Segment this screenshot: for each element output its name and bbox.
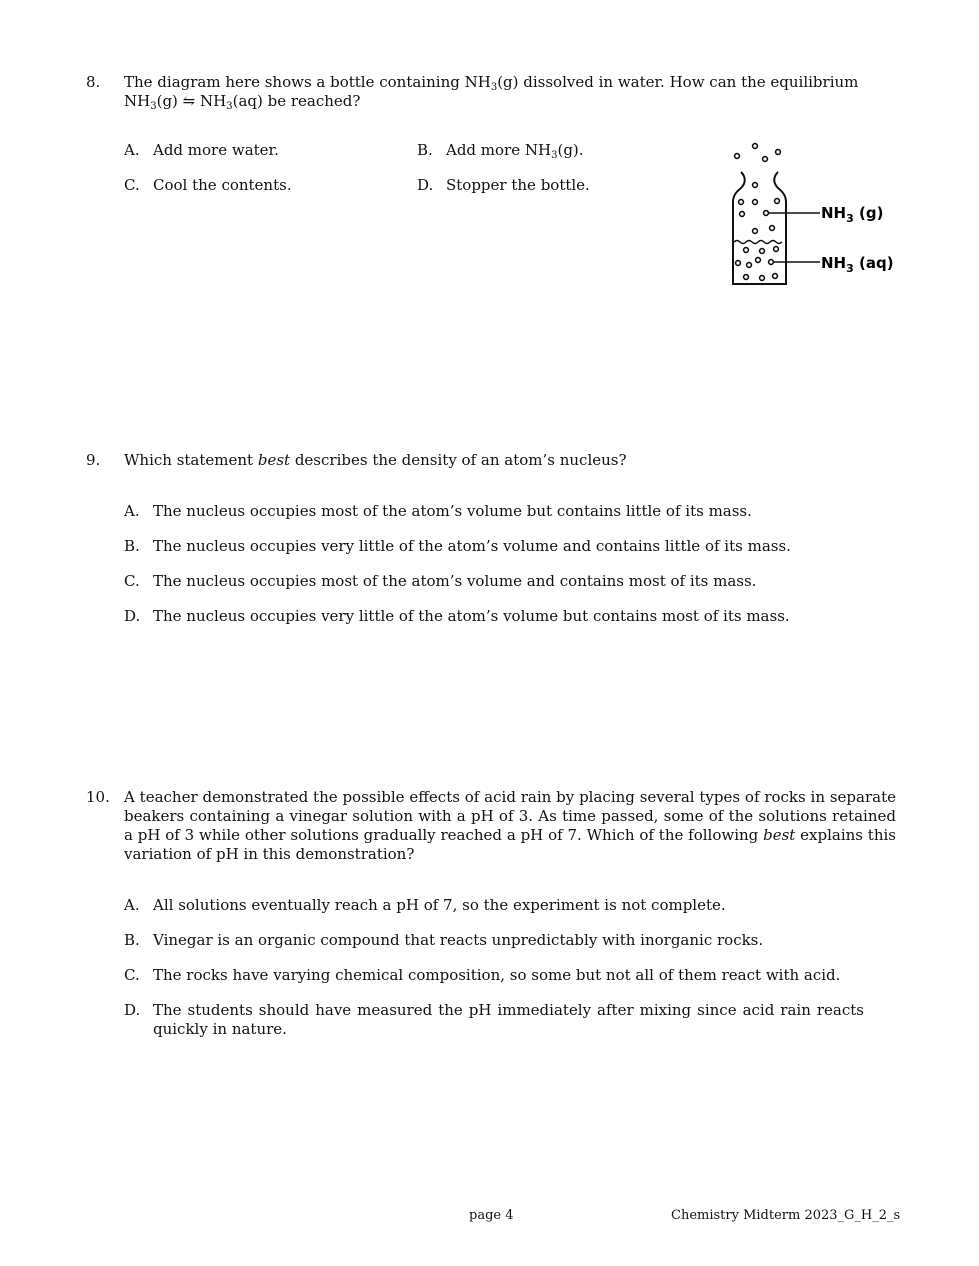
option-b[interactable] (124, 931, 864, 950)
dissolved-molecules (736, 247, 779, 281)
option-text: Add more $NH_3(g)$. (446, 141, 584, 161)
option-a[interactable] (124, 896, 864, 915)
option-letter: A. (124, 896, 140, 914)
option-letter: D. (124, 1001, 141, 1019)
water-surface (734, 241, 782, 244)
option-letter: A. (124, 502, 140, 520)
option-c[interactable] (124, 966, 864, 985)
option-text: The rocks have varying chemical composition, so some but not all of them react with acid. (153, 966, 841, 984)
option-letter: B. (124, 931, 140, 949)
option-text: The nucleus occupies very little of the atom’s volume but contains most of its mass. (153, 607, 790, 625)
option-letter: B. (124, 537, 140, 555)
option-text: The nucleus occupies very little of the atom’s volume and contains little of its mass. (153, 537, 791, 555)
option-b[interactable] (417, 141, 677, 160)
document-id: Chemistry Midterm 2023_G_H_2_s (671, 1208, 901, 1223)
question-stem: Which statement best describes the density of an atom’s nucleus? (124, 451, 627, 469)
gas-molecules-above (735, 144, 781, 162)
question-number: 10. (86, 788, 110, 806)
question-number: 8. (86, 73, 101, 91)
option-c[interactable] (124, 572, 864, 591)
option-letter: C. (124, 572, 140, 590)
option-d[interactable] (124, 1001, 864, 1039)
option-a[interactable] (124, 502, 864, 521)
question-8 (86, 73, 896, 111)
option-text: The nucleus occupies most of the atom’s volume and contains most of its mass. (153, 572, 757, 590)
option-text: The nucleus occupies most of the atom’s volume but contains little of its mass. (153, 502, 752, 520)
option-text: Vinegar is an organic compound that reacts unpredictably with inorganic rocks. (153, 931, 764, 949)
gas-molecules-inside (739, 183, 780, 234)
option-c[interactable] (124, 176, 384, 195)
option-d[interactable] (124, 607, 864, 626)
bottle-outline (733, 172, 786, 284)
option-a[interactable] (124, 141, 384, 160)
question-stem: The diagram here shows a bottle containing $NH_3(g)$ dissolved in water. How can the equilibrium $NH_3(g)$ ⇋ $NH_3(aq)$ be reached? (124, 73, 859, 112)
question-stem: A teacher demonstrated the possible effects of acid rain by placing several types of rocks in separate beakers containing a vinegar solution with a pH of 3. As time passed, some of the solutions retained a pH of 3 while other solutions gradually reached a pH of 7. Which of the following best explains this variation of pH in this demonstration? (124, 788, 896, 863)
option-letter: A. (124, 141, 140, 159)
option-letter: B. (417, 141, 433, 159)
option-letter: C. (124, 176, 140, 194)
label-nh3-aq: $NH_3$ (aq) (821, 254, 894, 275)
option-text: Cool the contents. (153, 176, 292, 194)
option-text: The students should have measured the pH immediately after mixing since acid rain reacts quickly in nature. (153, 1001, 864, 1038)
question-number: 9. (86, 451, 101, 469)
option-text: Add more water. (153, 141, 279, 159)
option-letter: D. (417, 176, 434, 194)
bottle-diagram (725, 140, 900, 290)
option-b[interactable] (124, 537, 864, 556)
page-number: page 4 (469, 1208, 514, 1223)
option-d[interactable] (417, 176, 677, 195)
option-letter: C. (124, 966, 140, 984)
option-letter: D. (124, 607, 141, 625)
option-text: All solutions eventually reach a pH of 7, so the experiment is not complete. (153, 896, 726, 914)
label-nh3-gas: $NH_3$ (g) (821, 204, 884, 225)
option-text: Stopper the bottle. (446, 176, 590, 194)
question-10 (86, 788, 896, 864)
question-9 (86, 451, 896, 470)
